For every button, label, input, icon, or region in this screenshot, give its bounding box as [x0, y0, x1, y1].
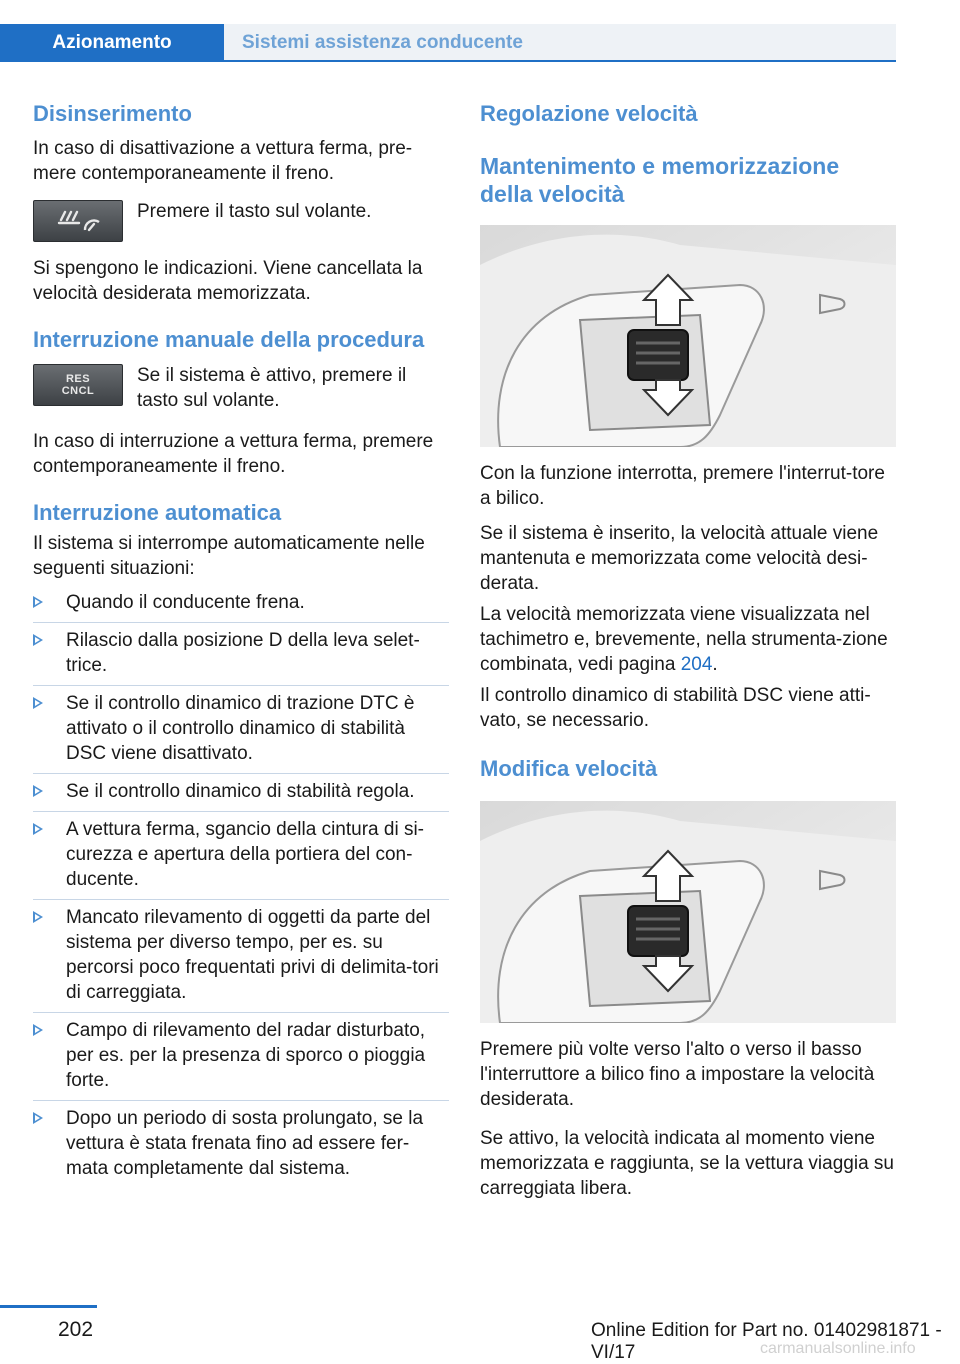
- triangle-bullet-icon: [33, 596, 43, 608]
- interruzione-manuale-heading: Interruzione manuale della procedura: [33, 327, 425, 352]
- list-item: Se il controllo dinamico di stabilità regola.: [33, 774, 449, 812]
- page-204-link[interactable]: 204: [680, 654, 713, 675]
- automatic-interruption-list: [33, 585, 449, 1188]
- mantenimento-heading: Mantenimento e memorizzazione della velocità: [480, 153, 840, 207]
- interruzione-icon-text: Se il sistema è attivo, premere il tasto sul volante.: [137, 365, 407, 411]
- triangle-bullet-icon: [33, 1112, 43, 1124]
- triangle-bullet-icon: [33, 1024, 43, 1036]
- interruzione-icon-row: [33, 364, 449, 413]
- steering-wheel-rocker-photo-2: [480, 801, 896, 1023]
- footer-divider: [0, 1305, 97, 1308]
- list-item: Campo di rilevamento del radar disturbato, per es. per la presenza di sporco o pioggia forte.: [33, 1013, 449, 1101]
- edition-label: Online Edition for Part no. 01402981871 - VI/17: [591, 1320, 942, 1363]
- cruise-control-off-icon: [33, 200, 123, 242]
- disinserimento-icon-text: Premere il tasto sul volante.: [137, 201, 372, 222]
- mantenimento-p1: Con la funzione interrotta, premere l'interrut‐tore a bilico.: [480, 463, 885, 509]
- mantenimento-p4: Il controllo dinamico di stabilità DSC viene atti‐vato, se necessario.: [480, 685, 871, 731]
- mantenimento-p3: La velocità memorizzata viene visualizzata nel tachimetro e, brevemente, nella strumenta‐zione combinata, vedi pagina 204.: [480, 604, 888, 675]
- list-item: Rilascio dalla posizione D della leva selet‐trice.: [33, 623, 449, 686]
- modifica-p2: Se attivo, la velocità indicata al momento viene memorizzata e raggiunta, se la vettura viaggia su carreggiata libera.: [480, 1128, 894, 1199]
- header-divider: [0, 60, 896, 62]
- mantenimento-p2: Se il sistema è inserito, la velocità attuale viene mantenuta e memorizzata come velocità desi‐derata.: [480, 523, 879, 594]
- list-item: Dopo un periodo di sosta prolungato, se la vettura è stata frenata fino ad essere fer‐mata completamente dal sistema.: [33, 1101, 449, 1188]
- chapter-tab[interactable]: Azionamento: [0, 24, 224, 62]
- res-cncl-button-icon: [33, 364, 123, 406]
- left-column: [33, 100, 449, 1188]
- res-label: RES: [65, 373, 91, 385]
- list-item: Se il controllo dinamico di trazione DTC è attivato o il controllo dinamico di stabilità DSC viene disattivato.: [33, 686, 449, 774]
- cncl-label: CNCL: [61, 385, 95, 397]
- watermark: carmanualsonline.info: [760, 1340, 916, 1357]
- interruzione-automatica-heading: Interruzione automatica: [33, 500, 282, 525]
- triangle-bullet-icon: [33, 634, 43, 646]
- modifica-p1: Premere più volte verso l'alto o verso il basso l'interruttore a bilico fino a impostare la velocità desiderata.: [480, 1039, 875, 1110]
- triangle-bullet-icon: [33, 823, 43, 835]
- disinserimento-icon-row: [33, 200, 449, 242]
- list-item: Mancato rilevamento di oggetti da parte del sistema per diverso tempo, per es. su percorsi poco frequentati privi di delimita‐tori di carreggiata.: [33, 900, 449, 1013]
- triangle-bullet-icon: [33, 911, 43, 923]
- section-tab[interactable]: Sistemi assistenza conducente: [224, 24, 896, 62]
- list-item: A vettura ferma, sgancio della cintura di si‐curezza e apertura della portiera del con‐ducente.: [33, 812, 449, 900]
- list-item: Quando il conducente frena.: [33, 585, 449, 623]
- modifica-heading: Modifica velocità: [480, 756, 658, 781]
- steering-wheel-rocker-photo: [480, 225, 896, 447]
- interruzione-after: In caso di interruzione a vettura ferma, premere contemporaneamente il freno.: [33, 431, 434, 477]
- regolazione-heading: Regolazione velocità: [480, 101, 698, 126]
- triangle-bullet-icon: [33, 785, 43, 797]
- interruzione-automatica-intro: Il sistema si interrompe automaticamente nelle seguenti situazioni:: [33, 533, 425, 579]
- page-header: [0, 0, 960, 62]
- page-number: 202: [58, 1318, 94, 1341]
- disinserimento-intro: In caso di disattivazione a vettura ferma, pre‐mere contemporaneamente il freno.: [33, 138, 413, 184]
- right-column: [480, 100, 896, 1201]
- disinserimento-heading: Disinserimento: [33, 101, 192, 126]
- disinserimento-after: Si spengono le indicazioni. Viene cancellata la velocità desiderata memorizzata.: [33, 258, 423, 304]
- triangle-bullet-icon: [33, 697, 43, 709]
